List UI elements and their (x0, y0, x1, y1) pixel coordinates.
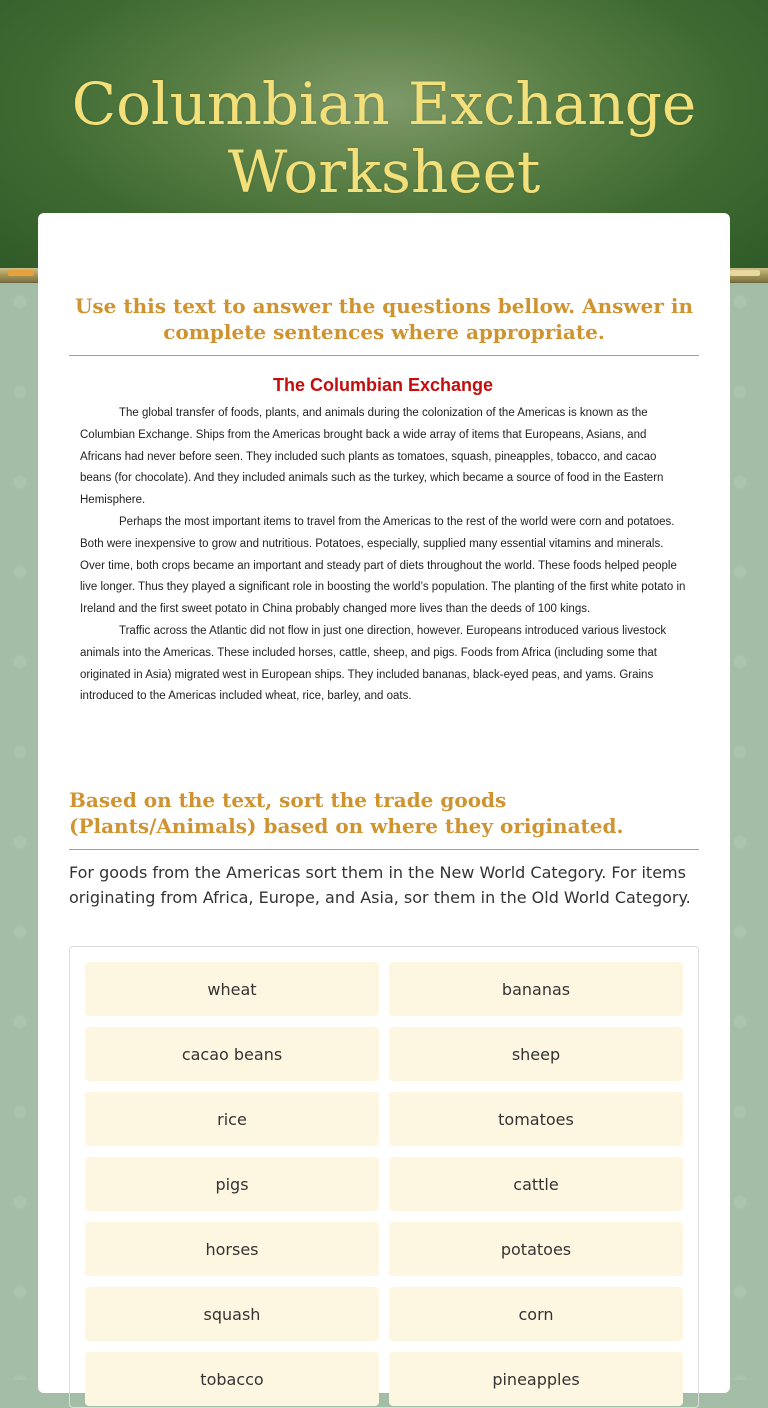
section-divider (69, 849, 699, 850)
article-image (80, 373, 686, 708)
sort-item-potatoes[interactable]: potatoes (389, 1222, 683, 1276)
worksheet-card (38, 213, 730, 1393)
sort-item-sheep[interactable]: sheep (389, 1027, 683, 1081)
sort-item-wheat[interactable]: wheat (85, 962, 379, 1016)
sort-item-cattle[interactable]: cattle (389, 1157, 683, 1211)
sort-item-pineapples[interactable]: pineapples (389, 1352, 683, 1406)
sort-item-bananas[interactable]: bananas (389, 962, 683, 1016)
sort-item-corn[interactable]: corn (389, 1287, 683, 1341)
sort-item-rice[interactable]: rice (85, 1092, 379, 1146)
section-divider (69, 355, 699, 356)
sort-description: For goods from the Americas sort them in the New World Category. For items originating from Africa, Europe, and Asia, sor them in the Old World Category. (69, 863, 691, 907)
sort-item-squash[interactable]: squash (85, 1287, 379, 1341)
sort-question-heading: Based on the text, sort the trade goods (Plants/Animals) based on where they originated. (69, 788, 624, 838)
sort-item-tomatoes[interactable]: tomatoes (389, 1092, 683, 1146)
sort-items-container (69, 946, 699, 1408)
chalk-piece-icon (8, 270, 34, 276)
article-paragraph: Perhaps the most important items to travel from the Americas to the rest of the world were corn and potatoes. Both were inexpensive to grow and nutritious. Potatoes, especially, supplied many essential vitamins and minerals. Over time, both crops became an important and steady part of diets throughout the world. These foods helped people live longer. Thus they played a significant role in boosting the world’s population. The planting of the first white potato in Ireland and the first sweet potato in China probably changed more lives than the deeds of 100 kings. (80, 515, 686, 616)
article-paragraph: Traffic across the Atlantic did not flow in just one direction, however. Europeans introduced various livestock animals into the Americas. These included horses, cattle, sheep, and pigs. Foods from Africa (including some that originated in Asia) migrated west in European ships. They included bananas, black-eyed peas, and yams. Grains introduced to the Americas included wheat, rice, barley, and oats. (80, 624, 667, 703)
page-title: Columbian Exchange Worksheet (71, 70, 697, 206)
eraser-icon (730, 270, 760, 276)
instructions-heading: Use this text to answer the questions bellow. Answer in complete sentences where appropriate. (74, 294, 693, 344)
sort-item-cacao-beans[interactable]: cacao beans (85, 1027, 379, 1081)
sort-item-horses[interactable]: horses (85, 1222, 379, 1276)
article-title: The Columbian Exchange (272, 375, 494, 395)
sort-item-tobacco[interactable]: tobacco (85, 1352, 379, 1406)
sort-item-pigs[interactable]: pigs (85, 1157, 379, 1211)
article-paragraph: The global transfer of foods, plants, and animals during the colonization of the Americas is known as the Columbian Exchange. Ships from the Americas brought back a wide array of items that Europeans, Asians, and Africans had never before seen. They included such plants as tomatoes, squash, pineapples, tobacco, and cacao beans (for chocolate). And they included animals such as the turkey, which became a source of food in the Eastern Hemisphere. (80, 407, 664, 507)
